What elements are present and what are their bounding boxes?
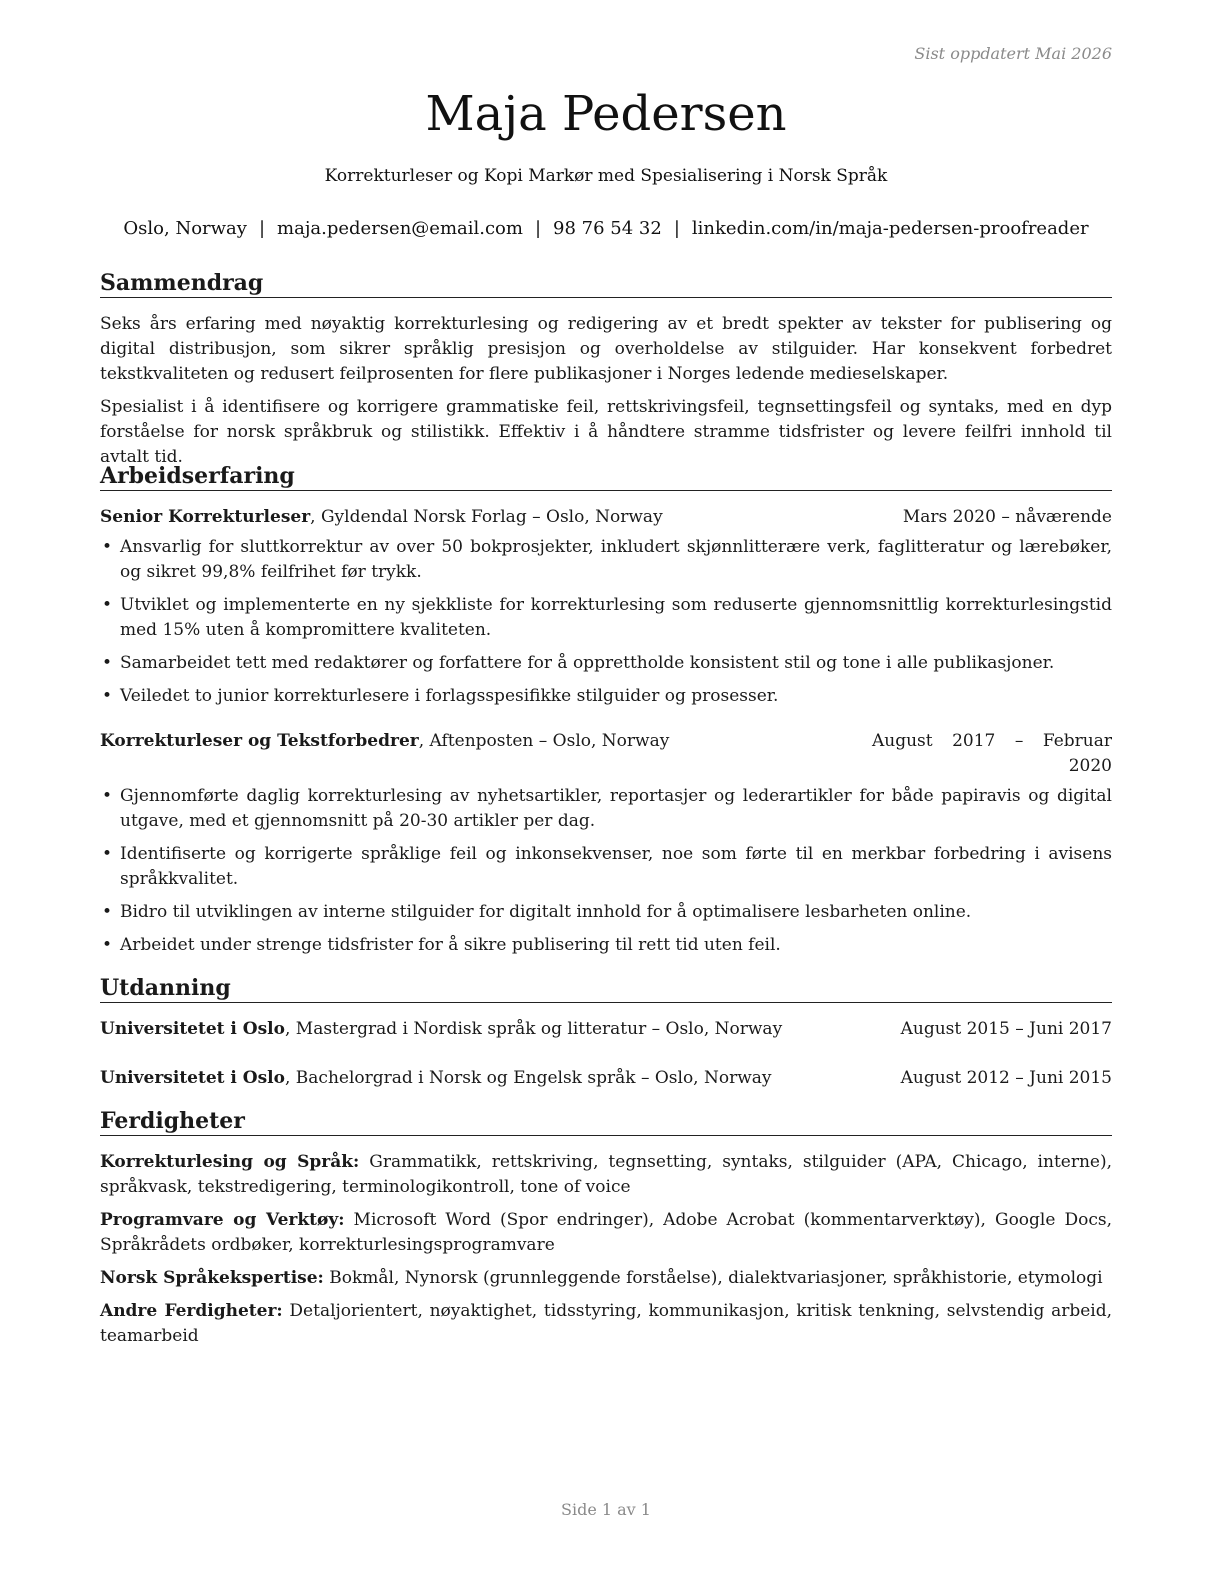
job-role: Senior Korrekturleser [100,507,311,528]
contact-separator: | [534,218,542,239]
job-entry [100,729,1112,958]
summary-paragraph: Spesialist i å identifisere og korrigere grammatiske feil, rettskrivingsfeil, tegnsettingsfeil og syntaks, med en dyp forståelse for norsk språkbruk og stilistikk. Effektiv i å håndtere stramme tidsfrister og levere feilfri innhold til avtalt tid. [100,397,1112,468]
list-item: • Arbeidet under strenge tidsfrister for å sikre publisering til rett tid uten feil. [100,933,1112,958]
skill-group-label: Andre Ferdigheter: [100,1301,283,1322]
list-item: • Bidro til utviklingen av interne stilguider for digitalt innhold for å optimalisere lesbarheten online. [100,900,1112,925]
job-employer: , Aftenposten – Oslo, Norway [418,731,670,752]
job-entry [100,505,1112,709]
section-title-experience: Arbeidserfaring [100,463,1112,491]
job-role: Korrekturleser og Tekstforbedrer [100,731,419,752]
page-number: Side 1 av 1 [561,1500,651,1519]
section-title-summary: Sammendrag [100,270,1112,298]
education-dates: August 2015 – Juni 2017 [900,1019,1112,1040]
list-item: • Veiledet to junior korrekturlesere i forlagsspesifikke stilguider og prosesser. [100,684,1112,709]
summary-section [100,270,1112,470]
skill-group-label: Programvare og Verktøy: [100,1210,345,1231]
job-dates: August 2017 – Februar 2020 [872,731,1112,777]
education-school: Universitetet i Oslo [100,1068,285,1089]
education-title-line [100,1017,901,1042]
candidate-tagline: Korrekturleser og Kopi Markør med Spesialisering i Norsk Språk [324,166,888,186]
skill-group-label: Korrekturlesing og Språk: [100,1152,360,1173]
education-degree: , Bachelorgrad i Norsk og Engelsk språk – Oslo, Norway [284,1068,772,1089]
skill-group-label: Norsk Språkekspertise: [100,1268,324,1289]
job-title-line [100,729,872,754]
summary-paragraph: Seks års erfaring med nøyaktig korrekturlesing og redigering av et bredt spekter av tekster for publisering og digital distribusjon, som sikrer språklig presisjon og overholdelse av stilguider. Har konsekvent forbedret tekstkvaliteten og redusert feilprosenten for flere publikasjoner i Norges ledende medieselskaper. [100,314,1112,385]
contact-line [80,218,1132,239]
job-bullet-list [100,535,1112,709]
education-dates: August 2012 – Juni 2015 [900,1068,1112,1089]
last-updated-note: Sist oppdatert Mai 2026 [914,44,1112,63]
skill-group-text: Bokmål, Nynorsk (grunnleggende forståelse), dialektvariasjoner, språkhistorie, etymologi [323,1268,1103,1289]
contact-email[interactable]: maja.pedersen@email.com [277,218,523,239]
skill-group-text: Detaljorientert, nøyaktighet, tidsstyring, kommunikasjon, kritisk tenkning, selvstendig arbeid, teamarbeid [100,1301,1112,1347]
section-title-skills: Ferdigheter [100,1108,1112,1136]
list-item: • Utviklet og implementerte en ny sjekkliste for korrekturlesing som reduserte gjennomsnittlig korrekturlesingstid med 15% uten å kompromittere kvaliteten. [100,593,1112,643]
education-title-line [100,1066,901,1091]
job-header [100,505,1112,530]
skill-group [100,1150,1112,1200]
list-item: • Identifiserte og korrigerte språklige feil og inkonsekvenser, noe som førte til en merkbar forbedring i avisens språkkvalitet. [100,842,1112,892]
skill-group [100,1266,1112,1291]
contact-separator: | [673,218,680,239]
contact-phone: 98 76 54 32 [553,218,662,239]
job-employer: , Gyldendal Norsk Forlag – Oslo, Norway [310,507,663,528]
experience-section [100,463,1112,966]
job-bullet-list [100,784,1112,958]
resume-page [100,0,1112,1584]
contact-separator: | [258,218,266,239]
skill-group [100,1208,1112,1258]
education-section [100,975,1112,1091]
skill-group-text: Microsoft Word (Spor endringer), Adobe Acrobat (kommentarverktøy), Google Docs, Språkrådets ordbøker, korrekturlesingsprogramvare [100,1210,1112,1256]
job-dates: Mars 2020 – nåværende [902,507,1112,528]
contact-linkedin[interactable]: linkedin.com/in/maja-pedersen-proofreader [691,218,1089,239]
skill-group [100,1299,1112,1349]
list-item: • Gjennomførte daglig korrekturlesing av nyhetsartikler, reportasjer og lederartikler for både papiravis og digital utgave, med et gjennomsnitt på 20-30 artikler per dag. [100,784,1112,834]
education-entry [100,1066,1112,1091]
skill-group-text: Grammatikk, rettskriving, tegnsetting, syntaks, stilguider (APA, Chicago, interne), språkvask, tekstredigering, terminologikontroll, tone of voice [100,1152,1113,1198]
education-degree: , Mastergrad i Nordisk språk og litteratur – Oslo, Norway [284,1019,783,1040]
section-title-education: Utdanning [100,975,1112,1003]
education-school: Universitetet i Oslo [100,1019,285,1040]
skills-section [100,1108,1112,1349]
list-item: • Ansvarlig for sluttkorrektur av over 50 bokprosjekter, inkludert skjønnlitterære verk, faglitteratur og lærebøker, og sikret 99,8% feilfrihet før trykk. [100,535,1112,585]
candidate-name: Maja Pedersen [425,86,787,142]
education-entry [100,1017,1112,1042]
list-item: • Samarbeidet tett med redaktører og forfattere for å opprettholde konsistent stil og tone i alle publikasjoner. [100,651,1112,676]
job-header [100,729,1112,779]
contact-location: Oslo, Norway [123,218,247,239]
job-title-line [100,505,903,530]
